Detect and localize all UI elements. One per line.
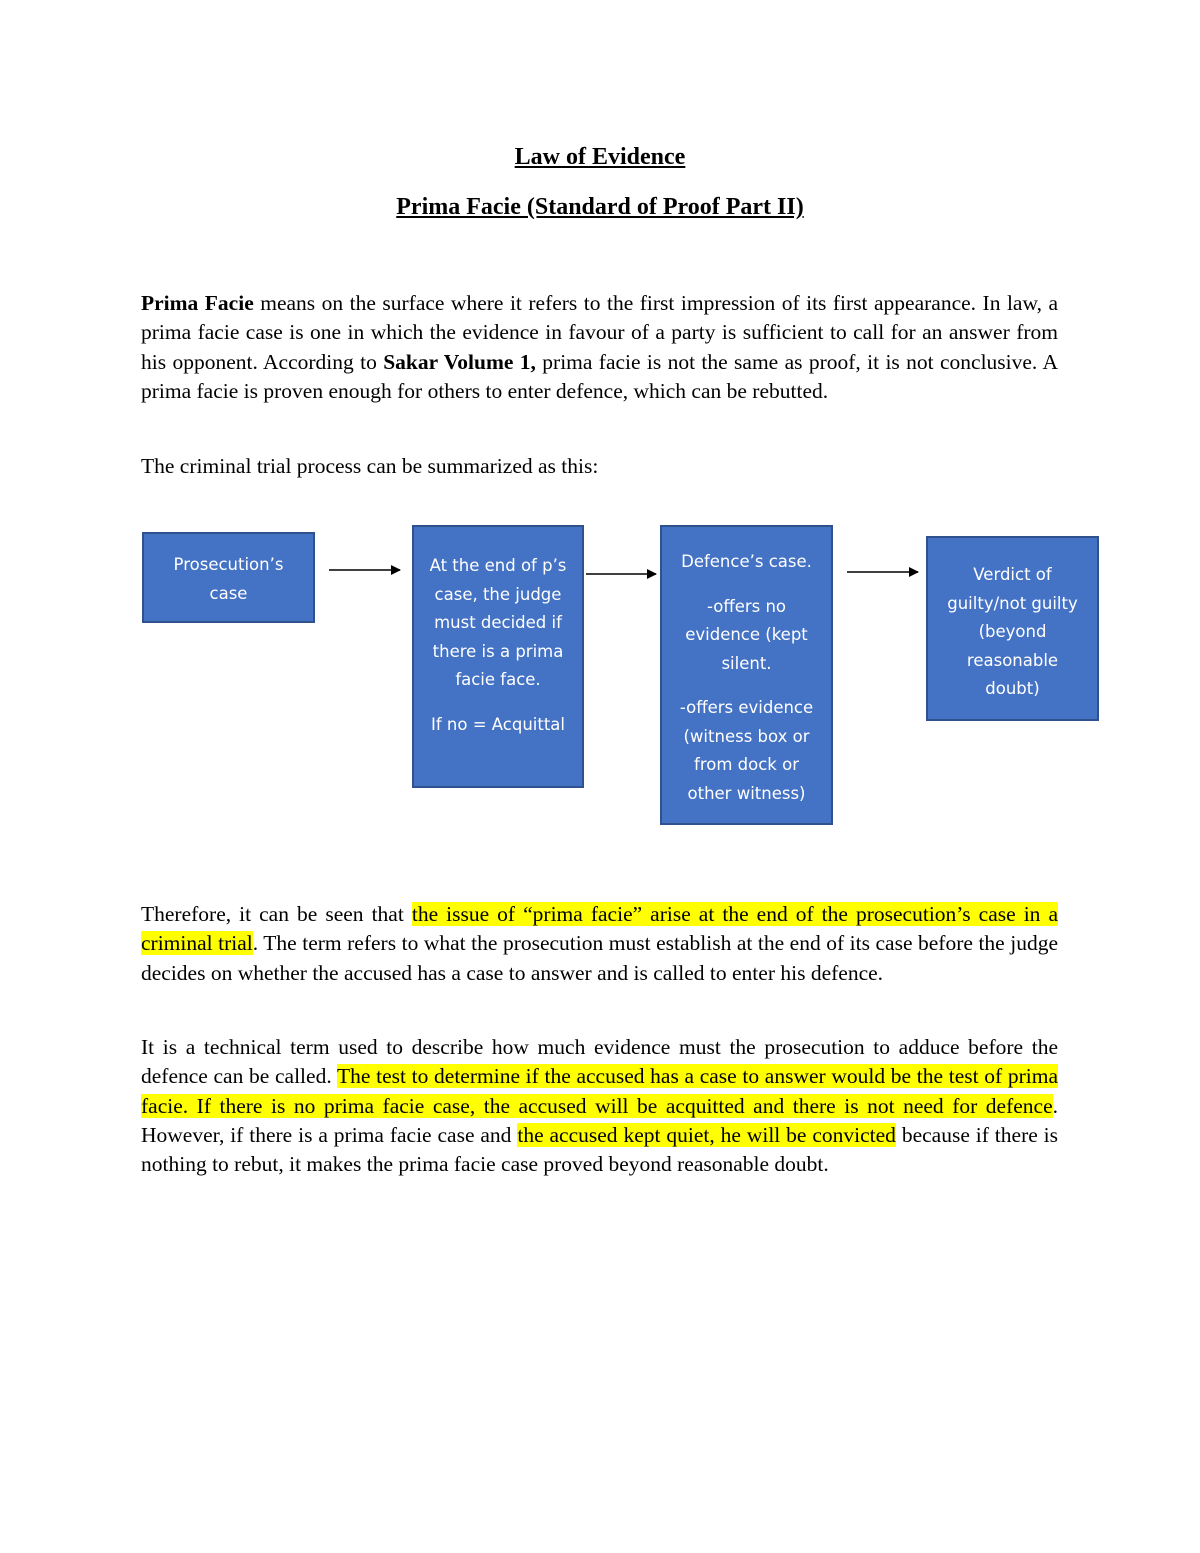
flow-box-defence-heading: Defence’s case. <box>681 552 812 571</box>
flow-box-defence-option-2: -offers evidence (witness box or from dock or other witness) <box>679 698 814 803</box>
p4-text-a: It is a technical term used to describe how much evidence must the prosecution to adduce before the defence can be called. <box>141 1035 1058 1089</box>
document-subtitle: Prima Facie (Standard of Proof Part II) <box>396 194 804 220</box>
document-title: Law of Evidence <box>514 144 686 170</box>
summary-intro: The criminal trial process can be summarized as this: <box>141 454 599 478</box>
p4-text-c: . However, if there is a prima facie case and <box>141 1093 1058 1147</box>
intro-term: Prima Facie <box>141 291 254 315</box>
intro-text-2: prima facie is not the same as proof, it is not conclusive. A prima facie is proven enough for others to enter defence, which can be rebutted. <box>141 349 1058 403</box>
p3-highlight: the issue of “prima facie” arise at the end of the prosecution’s case in a criminal trial <box>141 902 1058 956</box>
p4-highlight-2: the accused kept quiet, he will be convicted <box>517 1122 896 1147</box>
flow-box-judge-main: At the end of p’s case, the judge must decided if there is a prima facie face. <box>429 556 567 689</box>
flow-box-judge-note: If no = Acquittal <box>430 714 565 734</box>
flow-box-verdict-label: Verdict of guilty/not guilty (beyond reasonable doubt) <box>947 565 1078 698</box>
p4-highlight-1: The test to determine if the accused has a case to answer would be the test of prima facie. If there is no prima facie case, the accused will be acquitted and there is not need for defence <box>141 1064 1058 1118</box>
paragraph-therefore <box>141 900 1058 988</box>
flow-box-prosecution-label: Prosecution’s case <box>173 555 284 603</box>
intro-source: Sakar Volume 1, <box>383 349 536 374</box>
p4-text-e: because if there is nothing to rebut, it makes the prima facie case proved beyond reasonable doubt. <box>141 1122 1059 1177</box>
paragraph-technical-term <box>141 1033 1058 1179</box>
intro-text-1: means on the surface where it refers to the first impression of its first appearance. In law, a prima facie case is one in which the evidence in favour of a party is sufficient to call for an answer from his opponent. According to <box>141 291 1058 374</box>
flow-box-defence-option-1: -offers no evidence (kept silent. <box>685 596 808 673</box>
p3-text-c: . The term refers to what the prosecution must establish at the end of its case before the judge decides on whether the accused has a case to answer and is called to enter his defence. <box>141 931 1058 985</box>
p3-text-a: Therefore, it can be seen that <box>141 902 412 926</box>
